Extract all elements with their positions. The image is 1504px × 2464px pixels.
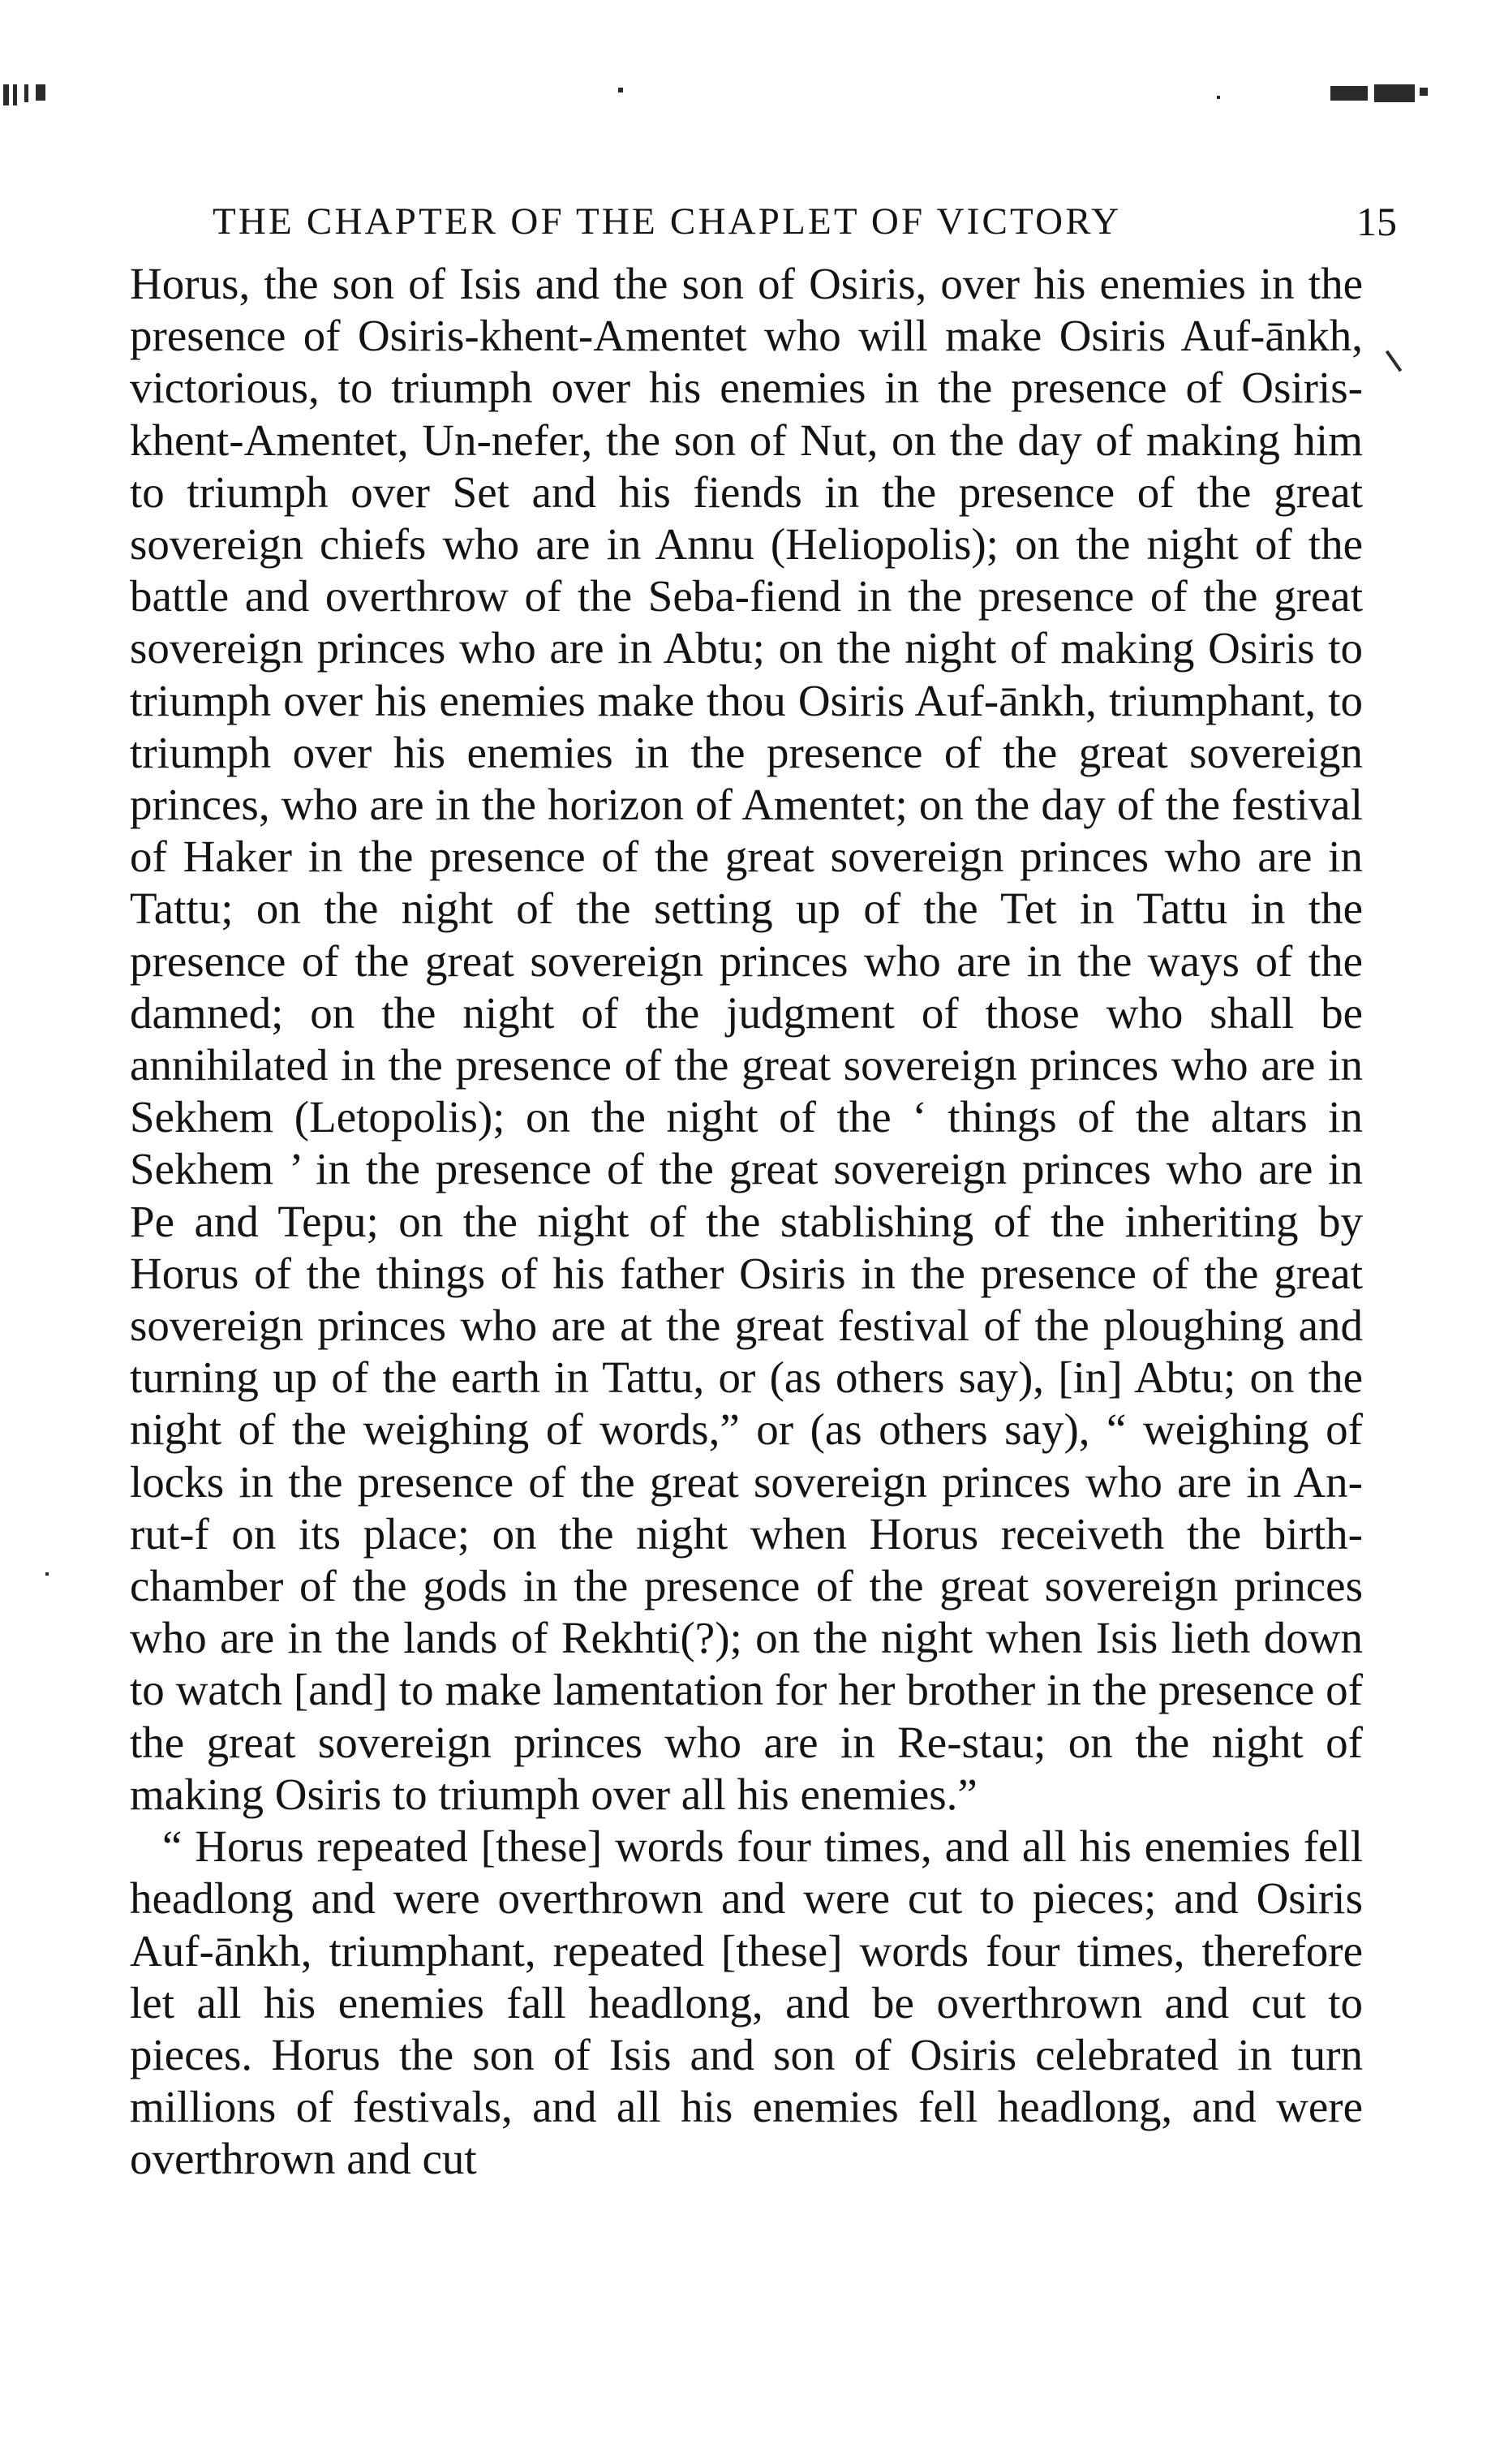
scan-speck-4 [1386, 350, 1402, 372]
paragraph: “ Horus repeated [these] words four times, and all his enemies fell headlong and were overthrown and were cut to pieces; and Osiris Auf-ānkh, triumphant, repeated [these] words four times, therefore let all his enemies fall headlong, and be overthrown and cut to pieces. Horus the son of Isis and son of Osiris celebrated in turn millions of festivals, and all his enemies fell headlong, and were overthrown and cut [130, 1821, 1363, 2184]
scan-artifact-top-right-3 [1420, 88, 1428, 96]
paragraph: Horus, the son of Isis and the son of Osiris, over his enemies in the presence of Osiris-khent-Amentet who will make Osiris Auf-ānkh, victorious, to triumph over his enemies in the presence of Osiris-khent-Amentet, Un-nefer, the son of Nut, on the day of making him to triumph over Set and his fiends in the presence of the great sovereign chiefs who are in Annu (Heliopolis); on the night of the battle and overthrow of the Seba-fiend in the presence of the great sovereign princes who are in Abtu; on the night of making Osiris to triumph over his enemies make thou Osiris Auf-ānkh, triumphant, to triumph over his enemies in the presence of the great sovereign princes, who are in the horizon of Amentet; on the day of the festival of Haker in the presence of the great sovereign princes who are in Tattu; on the night of the setting up of the Tet in Tattu in the presence of the great sovereign princes who are in the ways of the damned; on the night of the judgment of those who shall be annihilated in the presence of the great sovereign princes who are in Sekhem (Letopolis); on the night of the ‘ things of the altars in Sekhem ’ in the presence of the great sovereign princes who are in Pe and Tepu; on the night of the stablishing of the inheriting by Horus of the things of his father Osiris in the presence of the great sovereign princes who are at the great festival of the ploughing and turning up of the earth in Tattu, or (as others say), [in] Abtu; on the night of the weighing of words,” or (as others say), “ weighing of locks in the presence of the great sovereign princes who are in An-rut-f on its place; on the night when Horus receiveth the birth-chamber of the gods in the presence of the great sovereign princes who are in the lands of Rekhti(?); on the night when Isis lieth down to watch [and] to make lamentation for her brother in the presence of the great sovereign princes who are in Re-stau; on the night of making Osiris to triumph over all his enemies.” [130, 259, 1363, 1819]
scan-speck-2 [1217, 96, 1220, 99]
running-header [213, 193, 1397, 250]
scan-artifact-top-right-2 [1374, 84, 1415, 102]
page-number: 15 [1356, 199, 1397, 244]
running-title: THE CHAPTER OF THE CHAPLET OF VICTORY [213, 200, 1122, 243]
body-text [130, 258, 1363, 2186]
scan-artifact-top-left-2 [13, 84, 17, 105]
scan-speck [618, 88, 623, 92]
scan-speck-3 [45, 1572, 49, 1576]
scan-artifact-top-left-4 [36, 84, 45, 101]
scan-artifact-top-left [3, 84, 9, 105]
scan-artifact-top-left-3 [24, 84, 28, 102]
scan-artifact-top-right [1330, 86, 1368, 101]
